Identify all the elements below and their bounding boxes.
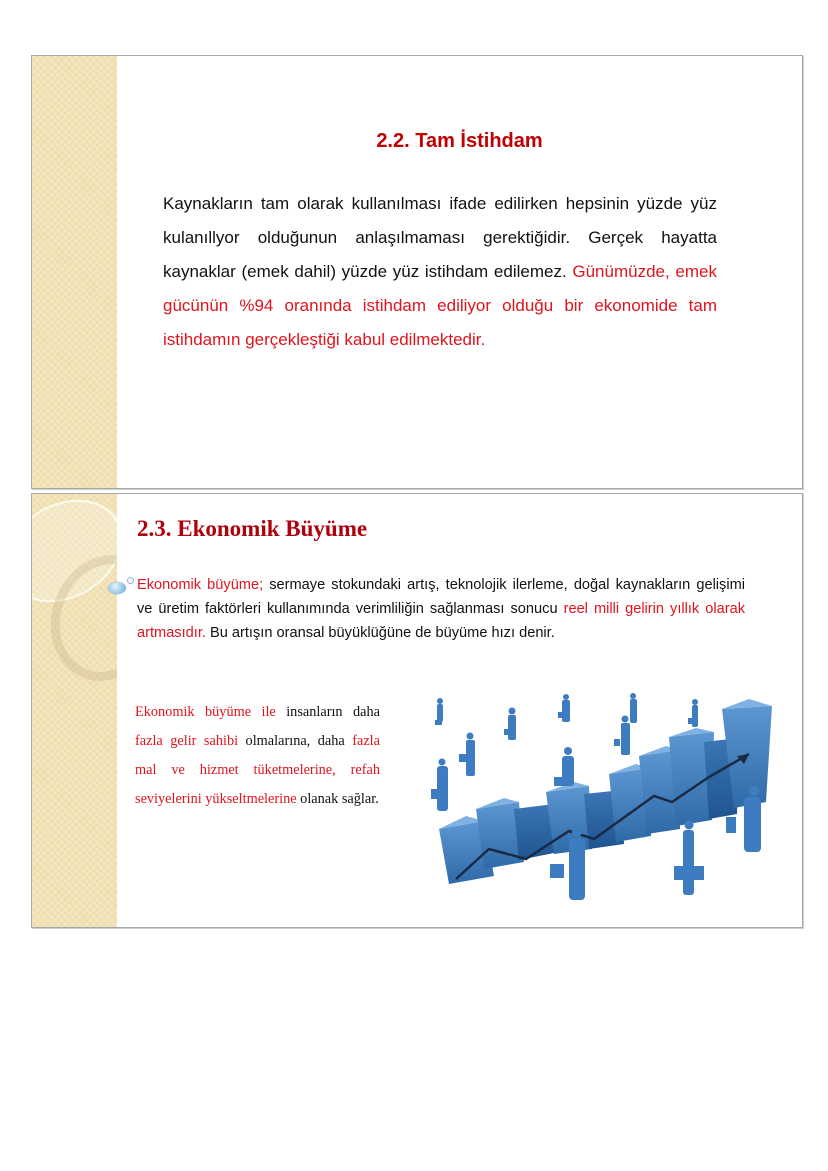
side-paragraph <box>135 698 380 814</box>
body-text-highlight: Günümüzde, emek gücünün %94 oranında istihdam ediliyor olduğu bir ekonomide tam istihdamın gerçekleştiği kabul edilmektedir. <box>163 262 717 349</box>
body-text: insanların daha <box>275 704 380 720</box>
definition-paragraph <box>137 573 745 645</box>
body-text: Bu artışın oransal büyüklüğüne de büyüme hızı denir. <box>205 625 555 641</box>
decorative-side-strip <box>32 494 117 927</box>
body-text: olmalarına, daha <box>238 733 353 749</box>
bullet-dot-icon <box>127 577 134 584</box>
highlight-text: fazla gelir sahibi <box>135 733 239 749</box>
body-text: olanak sağlar. <box>296 791 379 807</box>
highlight-text: fazla mal ve hizmet tüketmelerine, refah seviyelerini yükseltmelerine <box>135 733 380 807</box>
body-text-black: Kaynakların tam olarak kullanılması ifade edilirken hepsinin yüzde yüz kulanıllyor olduğunun anlaşılmaması gerektiğidir. Gerçek hayatta kaynaklar (emek dahil) yüzde yüz istihdam edilemez. <box>163 194 717 281</box>
bullet-icon <box>108 582 126 594</box>
highlight-text: reel milli gelirin yıllık olarak artmasıdır. <box>137 601 745 641</box>
body-text: sermaye stokundaki artış, teknolojik ilerleme, doğal kaynakların gelişimi ve üretim faktörleri kullanımında verimliliğin sağlanması sonucu <box>137 577 745 617</box>
slide-ekonomik-buyume <box>31 493 803 928</box>
decorative-side-strip <box>32 56 117 488</box>
slide-title: 2.3. Ekonomik Büyüme <box>137 516 368 541</box>
highlight-text: Ekonomik büyüme; <box>137 577 264 593</box>
bar-chart <box>439 699 772 884</box>
highlight-text: Ekonomik büyüme ile <box>135 704 276 720</box>
slide-tam-istihdam <box>31 55 803 489</box>
growth-chart-illustration <box>404 684 784 914</box>
slide-body-text <box>163 187 717 357</box>
slide-title: 2.2. Tam İstihdam <box>376 130 543 152</box>
